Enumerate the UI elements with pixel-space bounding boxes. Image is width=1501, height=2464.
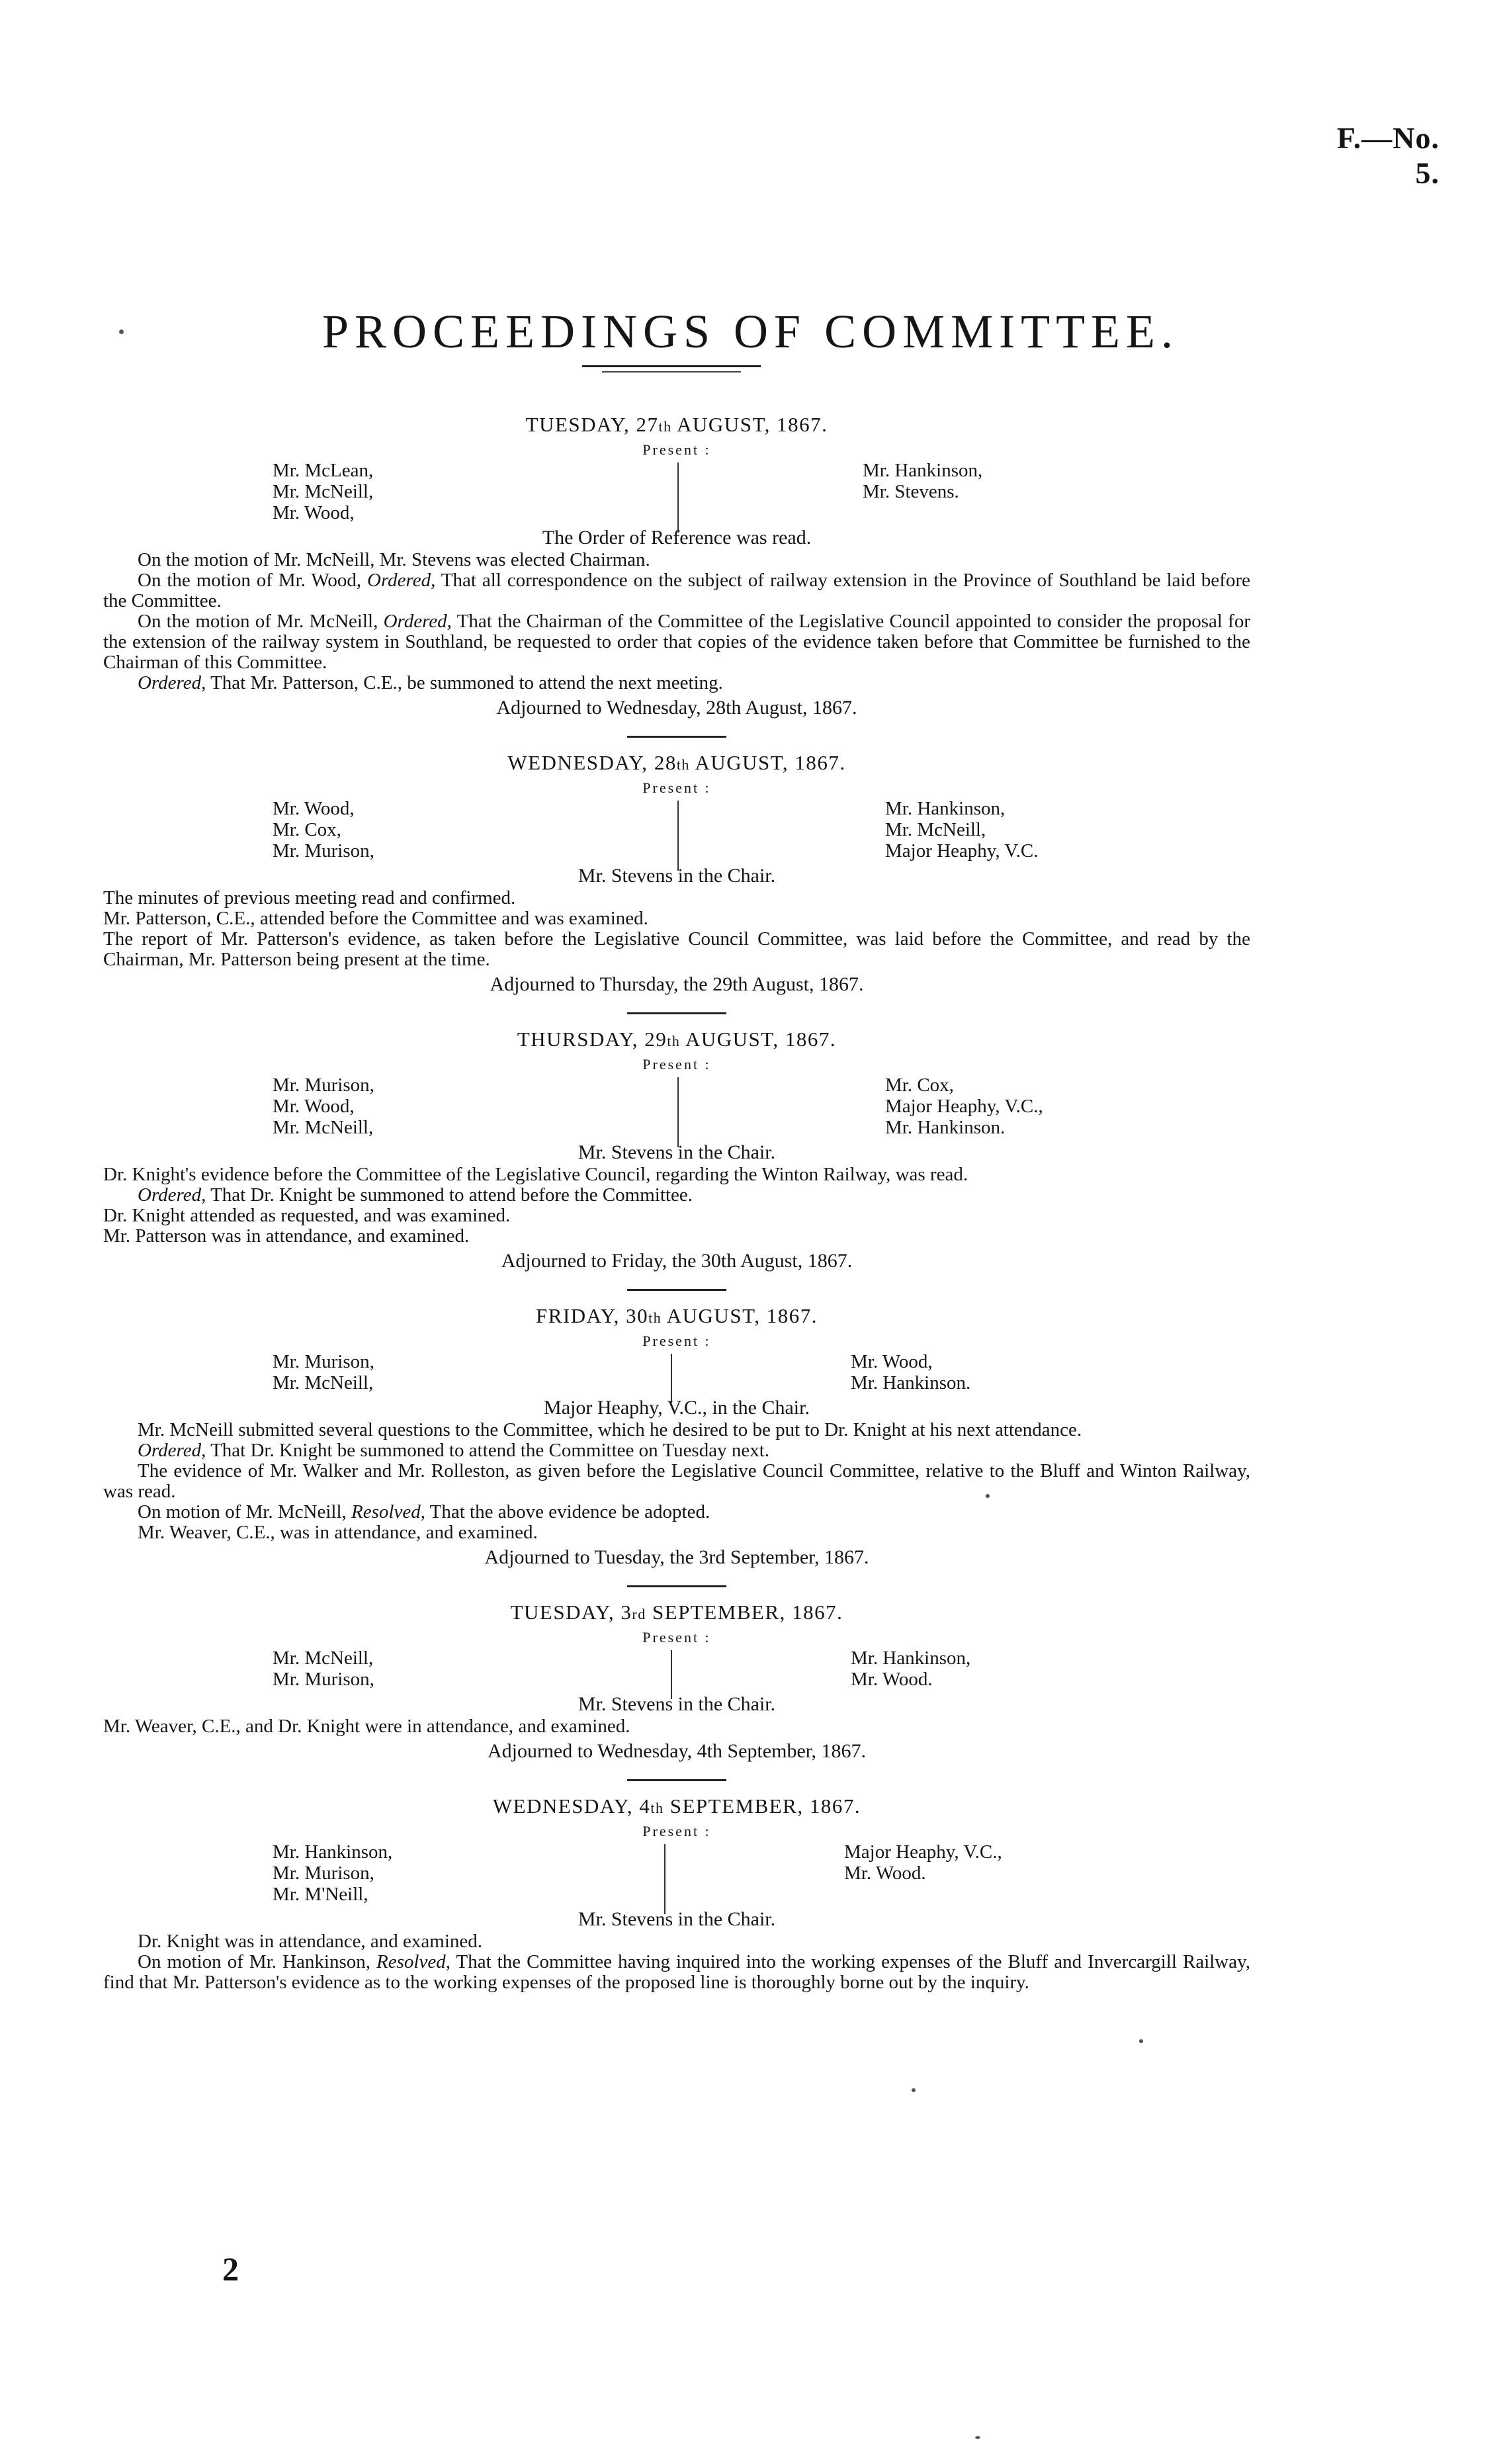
present-label: Present : — [642, 1333, 711, 1349]
member-name: Mr. Wood, — [273, 1096, 355, 1117]
paragraph-text: That Dr. Knight be summoned to attend the Committee on Tuesday next. — [206, 1440, 770, 1461]
paragraph-text: On motion of Mr. McNeill, Resolved, That the above evidence be adopted. — [138, 1501, 710, 1522]
print-speck — [975, 2436, 980, 2439]
meeting-date-date-suffix: th — [658, 418, 672, 435]
members-right-column — [851, 1351, 970, 1393]
meeting-section — [103, 1793, 1250, 1993]
member-name: Mr. McNeill, — [273, 1117, 374, 1138]
meeting-date-date-num: 27 — [636, 413, 659, 436]
present-label: Present : — [642, 1056, 711, 1073]
member-name: Major Heaphy, V.C., — [844, 1841, 1002, 1863]
meeting-date-date-num: 29 — [644, 1028, 667, 1051]
chair-line: Mr. Stevens in the Chair. — [578, 865, 776, 887]
adjournment-line: Adjourned to Tuesday, the 3rd September, 1867. — [484, 1546, 869, 1568]
section-separator — [627, 1289, 726, 1291]
meeting-section — [103, 1303, 1250, 1571]
print-speck — [1139, 2039, 1143, 2043]
members-present — [103, 1648, 1250, 1693]
meeting-date-date-num: 28 — [654, 751, 677, 774]
paragraph-text: That Dr. Knight be summoned to attend before the Committee. — [206, 1184, 693, 1206]
italic-lead: Ordered, — [138, 672, 206, 693]
section-separator — [627, 736, 726, 738]
paragraph-text: On the motion of Mr. Wood, Ordered, That all correspondence on the subject of railway extension in the Province of Southland be laid before the Committee. — [103, 570, 1250, 611]
meeting-date-date-suffix: th — [676, 756, 690, 773]
paragraph-text: That Mr. Patterson, C.E., be summoned to attend the next meeting. — [206, 672, 723, 693]
meeting-date — [103, 1026, 1250, 1055]
meeting-date-day: WEDNESDAY, — [507, 751, 648, 774]
members-right-column — [885, 1075, 1043, 1138]
present-label: Present : — [642, 779, 711, 796]
member-name: Mr. M'Neill, — [273, 1884, 368, 1905]
member-name: Mr. Murison, — [273, 840, 374, 861]
meeting-date-date-suffix: th — [667, 1033, 681, 1049]
paragraph-text: Dr. Knight was in attendance, and examined. — [138, 1931, 483, 1952]
members-left-column — [273, 1841, 392, 1905]
member-name: Mr. Murison, — [273, 1075, 374, 1096]
members-right-column — [863, 460, 982, 502]
members-right-column — [885, 798, 1038, 861]
paragraph-text: On motion of Mr. Hankinson, Resolved, That the Committee having inquired into the working expenses of the Bluff and Invercargill Railway, find that Mr. Patterson's evidence as to the working expenses of the proposed line is thoroughly borne out by the inquiry. — [103, 1951, 1250, 1993]
members-present — [103, 460, 1250, 526]
meeting-date-date-num: 3 — [621, 1601, 632, 1624]
meeting-date-date-num: 30 — [626, 1304, 649, 1327]
members-left-column — [273, 1648, 374, 1690]
member-name: Mr. Wood, — [273, 798, 355, 819]
meeting-date-date-suffix: th — [648, 1309, 662, 1326]
meeting-section — [103, 1599, 1250, 1765]
member-name: Mr. Wood, — [273, 502, 355, 523]
members-divider — [671, 1354, 672, 1403]
chair-line: The Order of Reference was read. — [542, 527, 812, 549]
print-speck — [912, 2088, 916, 2092]
chair-line: Mr. Stevens in the Chair. — [578, 1693, 776, 1715]
meeting-date-date-rest: AUGUST, 1867. — [680, 1028, 837, 1051]
italic-lead: Ordered, — [138, 1440, 206, 1461]
minutes-paragraph — [103, 611, 1250, 673]
minutes-paragraph — [103, 1420, 1250, 1440]
italic-lead: Ordered, — [138, 1184, 206, 1206]
paragraph-text: Mr. Patterson was in attendance, and examined. — [103, 1225, 470, 1247]
member-name: Mr. Wood, — [851, 1351, 933, 1372]
member-name: Mr. Hankinson, — [885, 798, 1006, 819]
meeting-date-date-rest: AUGUST, 1867. — [662, 1304, 818, 1327]
member-name: Mr. Murison, — [273, 1863, 374, 1884]
minutes-paragraph — [103, 1206, 1250, 1226]
member-name: Mr. Hankinson. — [885, 1117, 1006, 1138]
member-name: Mr. McNeill, — [273, 1648, 374, 1669]
members-present — [103, 1075, 1250, 1141]
minutes-paragraph — [103, 1440, 1250, 1461]
paragraph-text: The minutes of previous meeting read and confirmed. — [103, 887, 516, 908]
print-speck — [119, 330, 124, 334]
meeting-date — [103, 1599, 1250, 1628]
minutes-paragraph — [103, 908, 1250, 929]
member-name: Mr. McNeill, — [885, 819, 986, 840]
proceedings-body — [103, 412, 1250, 1993]
paragraph-text: Mr. Patterson, C.E., attended before the Committee and was examined. — [103, 908, 648, 929]
paragraph-text: On the motion of Mr. McNeill, Ordered, That the Chairman of the Committee of the Legislative Council appointed to consider the proposal for the extension of the railway system in Southland, be requested to order that copies of the evidence taken before that Committee be furnished to the Chairman of this Committee. — [103, 611, 1250, 673]
paragraph-text: The evidence of Mr. Walker and Mr. Rolleston, as given before the Legislative Council Committee, relative to the Bluff and Winton Railway, was read. — [103, 1460, 1250, 1502]
minutes-paragraph — [103, 1185, 1250, 1206]
print-speck — [986, 1494, 990, 1498]
adjournment-line: Adjourned to Wednesday, 28th August, 1867. — [496, 697, 857, 719]
members-left-column — [273, 1075, 374, 1138]
minutes-paragraph — [103, 929, 1250, 970]
present-label: Present : — [642, 1629, 711, 1646]
section-separator — [627, 1012, 726, 1014]
members-divider — [677, 462, 679, 533]
members-present — [103, 798, 1250, 864]
minutes-paragraph — [103, 1931, 1250, 1952]
present-label: Present : — [642, 1823, 711, 1839]
page-title: PROCEEDINGS OF COMMITTEE. — [322, 305, 1179, 359]
meeting-section — [103, 750, 1250, 998]
member-name: Major Heaphy, V.C., — [885, 1096, 1043, 1117]
members-right-column — [851, 1648, 970, 1690]
paragraph-text: Dr. Knight attended as requested, and was examined. — [103, 1205, 511, 1226]
present-label: Present : — [642, 441, 711, 458]
paragraph-text: Mr. Weaver, C.E., and Dr. Knight were in attendance, and examined. — [103, 1716, 630, 1737]
minutes-paragraph — [103, 673, 1250, 693]
paragraph-text: Mr. Weaver, C.E., was in attendance, and examined. — [138, 1522, 538, 1543]
member-name: Mr. Hankinson, — [851, 1648, 971, 1669]
members-present — [103, 1841, 1250, 1908]
meeting-date — [103, 1793, 1250, 1822]
paragraph-text: Mr. McNeill submitted several questions to the Committee, which he desired to be put to Dr. Knight at his next attendance. — [138, 1419, 1082, 1440]
meeting-date-date-rest: AUGUST, 1867. — [689, 751, 846, 774]
members-left-column — [273, 798, 374, 861]
page-reference: F.—No. 5. — [1336, 121, 1439, 190]
members-present — [103, 1351, 1250, 1396]
chair-line: Mr. Stevens in the Chair. — [578, 1141, 776, 1163]
minutes-paragraph — [103, 1502, 1250, 1522]
meeting-date-date-rest: AUGUST, 1867. — [671, 413, 828, 436]
minutes-paragraph — [103, 1522, 1250, 1543]
member-name: Mr. Wood. — [851, 1669, 933, 1690]
member-name: Mr. McLean, — [273, 460, 374, 481]
member-name: Mr. Cox, — [885, 1075, 954, 1096]
chair-line: Mr. Stevens in the Chair. — [578, 1908, 776, 1930]
member-name: Mr. Murison, — [273, 1669, 374, 1690]
meeting-date-date-suffix: rd — [632, 1606, 646, 1622]
meeting-date-day: THURSDAY, — [517, 1028, 639, 1051]
minutes-paragraph — [103, 570, 1250, 611]
member-name: Major Heaphy, V.C. — [885, 840, 1039, 861]
meeting-date-day: WEDNESDAY, — [492, 1794, 634, 1818]
members-right-column — [844, 1841, 1002, 1884]
member-name: Mr. Cox, — [273, 819, 341, 840]
meeting-date — [103, 1303, 1250, 1331]
members-left-column — [273, 1351, 374, 1393]
members-divider — [677, 1077, 679, 1147]
minutes-paragraph — [103, 1461, 1250, 1502]
meeting-section — [103, 1026, 1250, 1274]
page-number: 2 — [222, 2250, 239, 2287]
members-left-column — [273, 460, 373, 523]
paragraph-text: The report of Mr. Patterson's evidence, as taken before the Legislative Council Committee, was laid before the Committee, and read by the Chairman, Mr. Patterson being present at the time. — [103, 928, 1250, 970]
member-name: Mr. Murison, — [273, 1351, 374, 1372]
minutes-paragraph — [103, 1716, 1250, 1737]
meeting-section — [103, 412, 1250, 721]
members-divider — [677, 801, 679, 871]
members-divider — [664, 1844, 665, 1914]
member-name: Mr. McNeill, — [273, 481, 374, 502]
meeting-date-day: TUESDAY, — [525, 413, 630, 436]
adjournment-line: Adjourned to Friday, the 30th August, 1867. — [501, 1250, 853, 1272]
minutes-paragraph — [103, 1226, 1250, 1247]
meeting-date — [103, 750, 1250, 778]
member-name: Mr. Hankinson. — [851, 1372, 971, 1393]
member-name: Mr. Wood. — [844, 1863, 926, 1884]
member-name: Mr. Hankinson, — [863, 460, 983, 481]
meeting-date — [103, 412, 1250, 440]
chair-line: Major Heaphy, V.C., in the Chair. — [544, 1397, 810, 1419]
adjournment-line: Adjourned to Wednesday, 4th September, 1867. — [487, 1740, 867, 1762]
meeting-date-date-rest: SEPTEMBER, 1867. — [664, 1794, 861, 1818]
paragraph-text: On the motion of Mr. McNeill, Mr. Stevens was elected Chairman. — [138, 549, 650, 570]
meeting-date-day: FRIDAY, — [536, 1304, 620, 1327]
member-name: Mr. Hankinson, — [273, 1841, 393, 1863]
members-divider — [671, 1650, 672, 1699]
minutes-paragraph — [103, 550, 1250, 570]
section-separator — [627, 1779, 726, 1781]
paragraph-text: Dr. Knight's evidence before the Committee of the Legislative Council, regarding the Winton Railway, was read. — [103, 1164, 968, 1185]
section-separator — [627, 1585, 726, 1587]
meeting-date-day: TUESDAY, — [510, 1601, 615, 1624]
meeting-date-date-rest: SEPTEMBER, 1867. — [646, 1601, 843, 1624]
title-rule — [582, 365, 761, 373]
adjournment-line: Adjourned to Thursday, the 29th August, 1867. — [490, 973, 864, 995]
minutes-paragraph — [103, 1165, 1250, 1185]
member-name: Mr. Stevens. — [863, 481, 959, 502]
meeting-date-date-suffix: th — [650, 1800, 664, 1816]
minutes-paragraph — [103, 888, 1250, 908]
minutes-paragraph — [103, 1952, 1250, 1993]
member-name: Mr. McNeill, — [273, 1372, 374, 1393]
meeting-date-date-num: 4 — [639, 1794, 651, 1818]
